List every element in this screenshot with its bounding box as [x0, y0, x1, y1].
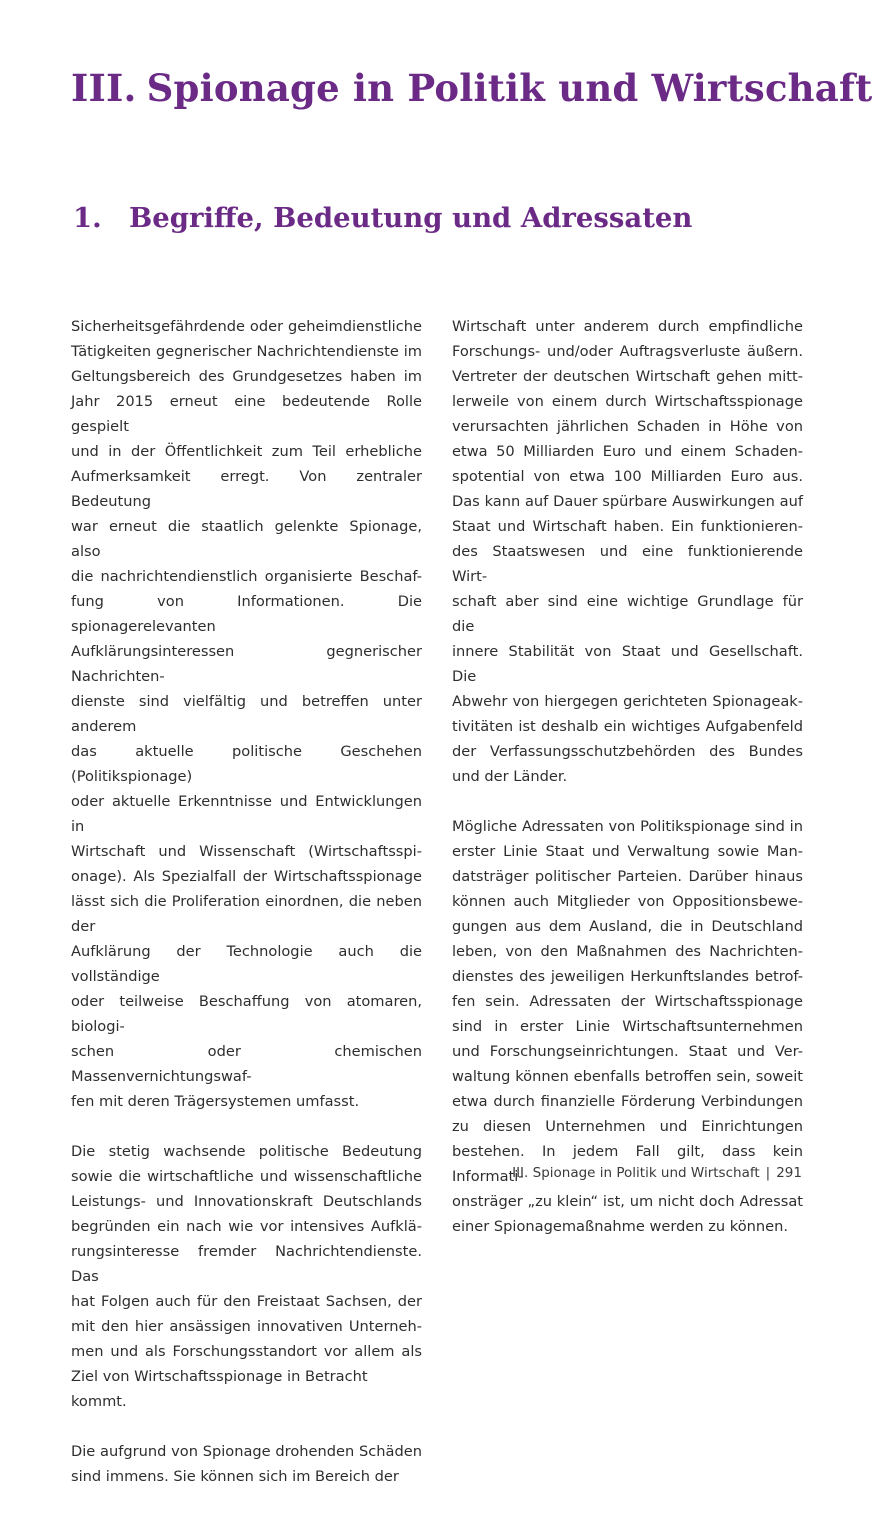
- text-line: die nachrichtendienstlich organisierte Beschaf-: [71, 568, 422, 585]
- text-line: gungen aus dem Ausland, die in Deutschland: [452, 918, 803, 935]
- text-line: Aufklärungsinteressen gegnerischer Nachrichten-: [71, 643, 422, 685]
- left-text-column: [71, 314, 422, 1514]
- text-line: begründen ein nach wie vor intensives Aufklä-: [71, 1218, 422, 1235]
- text-line: Aufmerksamkeit erregt. Von zentraler Bedeutung: [71, 468, 422, 510]
- text-line: Aufklärung der Technologie auch die vollständige: [71, 943, 422, 985]
- text-line: onsträger „zu klein“ ist, um nicht doch Adressat: [452, 1193, 803, 1210]
- text-line: etwa durch finanzielle Förderung Verbindungen: [452, 1093, 803, 1110]
- text-line: tivitäten ist deshalb ein wichtiges Aufgabenfeld: [452, 718, 803, 735]
- text-line: dienstes des jeweiligen Herkunftslandes betrof-: [452, 968, 803, 985]
- text-line: dienste sind vielfältig und betreffen unter anderem: [71, 693, 422, 735]
- paragraph: [71, 314, 422, 1114]
- text-line: spotential von etwa 100 Milliarden Euro aus.: [452, 468, 803, 485]
- text-line: erster Linie Staat und Verwaltung sowie Man-: [452, 843, 803, 860]
- text-line: men und als Forschungsstandort vor allem als: [71, 1343, 422, 1360]
- text-line: einer Spionagemaßnahme werden zu können.: [452, 1218, 789, 1235]
- text-line: onage). Als Spezialfall der Wirtschaftsspionage: [71, 868, 422, 885]
- text-line: etwa 50 Milliarden Euro und einem Schaden-: [452, 443, 803, 460]
- text-line: Das kann auf Dauer spürbare Auswirkungen auf: [452, 493, 803, 510]
- text-line: war erneut die staatlich gelenkte Spionage, also: [71, 518, 422, 560]
- text-line: mit den hier ansässigen innovativen Unterneh-: [71, 1318, 422, 1335]
- text-line: Tätigkeiten gegnerischer Nachrichtendienste im: [71, 343, 422, 360]
- text-line: lerweile von einem durch Wirtschaftsspionage: [452, 393, 803, 410]
- text-line: fen sein. Adressaten der Wirtschaftsspionage: [452, 993, 803, 1010]
- text-line: lässt sich die Proliferation einordnen, die neben der: [71, 893, 422, 935]
- text-line: Wirtschaft und Wissenschaft (Wirtschaftsspi-: [71, 843, 422, 860]
- text-line: bestehen. In jedem Fall gilt, dass kein Informati-: [452, 1143, 803, 1185]
- text-line: Wirtschaft unter anderem durch empfindliche: [452, 318, 803, 335]
- running-title: III. Spionage in Politik und Wirtschaft: [512, 1165, 760, 1181]
- text-line: leben, von den Maßnahmen des Nachrichten-: [452, 943, 803, 960]
- text-line: verursachten jährlichen Schaden in Höhe von: [452, 418, 803, 435]
- text-line: innere Stabilität von Staat und Gesellschaft. Die: [452, 643, 803, 685]
- text-line: Die stetig wachsende politische Bedeutung: [71, 1143, 422, 1160]
- text-line: der Verfassungsschutzbehörden des Bundes: [452, 743, 803, 760]
- paragraph: [452, 314, 803, 789]
- text-line: Vertreter der deutschen Wirtschaft gehen mitt-: [452, 368, 803, 385]
- text-line: Staat und Wirtschaft haben. Ein funktionieren-: [452, 518, 803, 535]
- text-line: Mögliche Adressaten von Politikspionage sind in: [452, 818, 803, 835]
- right-text-column: [452, 314, 803, 1264]
- paragraph: [71, 1439, 422, 1489]
- text-line: Jahr 2015 erneut eine bedeutende Rolle gespielt: [71, 393, 422, 435]
- text-line: oder teilweise Beschaffung von atomaren, biologi-: [71, 993, 422, 1035]
- text-line: Leistungs- und Innovationskraft Deutschlands: [71, 1193, 422, 1210]
- text-line: Geltungsbereich des Grundgesetzes haben im: [71, 368, 422, 385]
- text-line: sind immens. Sie können sich im Bereich der: [71, 1468, 399, 1485]
- text-line: fung von Informationen. Die spionagerelevanten: [71, 593, 422, 635]
- text-line: schaft aber sind eine wichtige Grundlage für die: [452, 593, 803, 635]
- text-line: sowie die wirtschaftliche und wissenschaftliche: [71, 1168, 422, 1185]
- text-line: sind in erster Linie Wirtschaftsunternehmen: [452, 1018, 803, 1035]
- text-line: Sicherheitsgefährdende oder geheimdienstliche: [71, 318, 422, 335]
- text-line: schen oder chemischen Massenvernichtungswaf-: [71, 1043, 422, 1085]
- text-line: zu diesen Unternehmen und Einrichtungen: [452, 1118, 803, 1135]
- text-line: das aktuelle politische Geschehen (Politikspionage): [71, 743, 422, 785]
- text-line: des Staatswesen und eine funktionierende Wirt-: [452, 543, 803, 585]
- text-line: rungsinteresse fremder Nachrichtendienste. Das: [71, 1243, 422, 1285]
- text-line: hat Folgen auch für den Freistaat Sachsen, der: [71, 1293, 422, 1310]
- section-title-text: Begriffe, Bedeutung und Adressaten: [129, 202, 693, 234]
- chapter-number: III.: [71, 66, 137, 110]
- text-line: Forschungs- und/oder Auftragsverluste äußern.: [452, 343, 803, 360]
- text-line: waltung können ebenfalls betroffen sein, soweit: [452, 1068, 803, 1085]
- page-number: 291: [776, 1165, 802, 1181]
- section-title: [73, 202, 692, 234]
- text-line: und Forschungseinrichtungen. Staat und Ver-: [452, 1043, 803, 1060]
- text-line: Ziel von Wirtschaftsspionage in Betracht kommt.: [71, 1368, 368, 1410]
- page-footer: [512, 1165, 802, 1181]
- text-line: oder aktuelle Erkenntnisse und Entwicklungen in: [71, 793, 422, 835]
- text-line: Die aufgrund von Spionage drohenden Schäden: [71, 1443, 422, 1460]
- text-line: Abwehr von hiergegen gerichteten Spionageak-: [452, 693, 803, 710]
- text-line: und in der Öffentlichkeit zum Teil erhebliche: [71, 443, 422, 460]
- text-line: und der Länder.: [452, 768, 568, 785]
- chapter-title: [71, 66, 872, 110]
- text-line: fen mit deren Trägersystemen umfasst.: [71, 1093, 360, 1110]
- text-line: datsträger politischer Parteien. Darüber hinaus: [452, 868, 803, 885]
- paragraph: [71, 1139, 422, 1414]
- section-number: 1.: [73, 202, 102, 234]
- footer-separator: |: [765, 1165, 771, 1181]
- text-line: können auch Mitglieder von Oppositionsbewe-: [452, 893, 803, 910]
- chapter-title-text: Spionage in Politik und Wirtschaft: [146, 66, 873, 110]
